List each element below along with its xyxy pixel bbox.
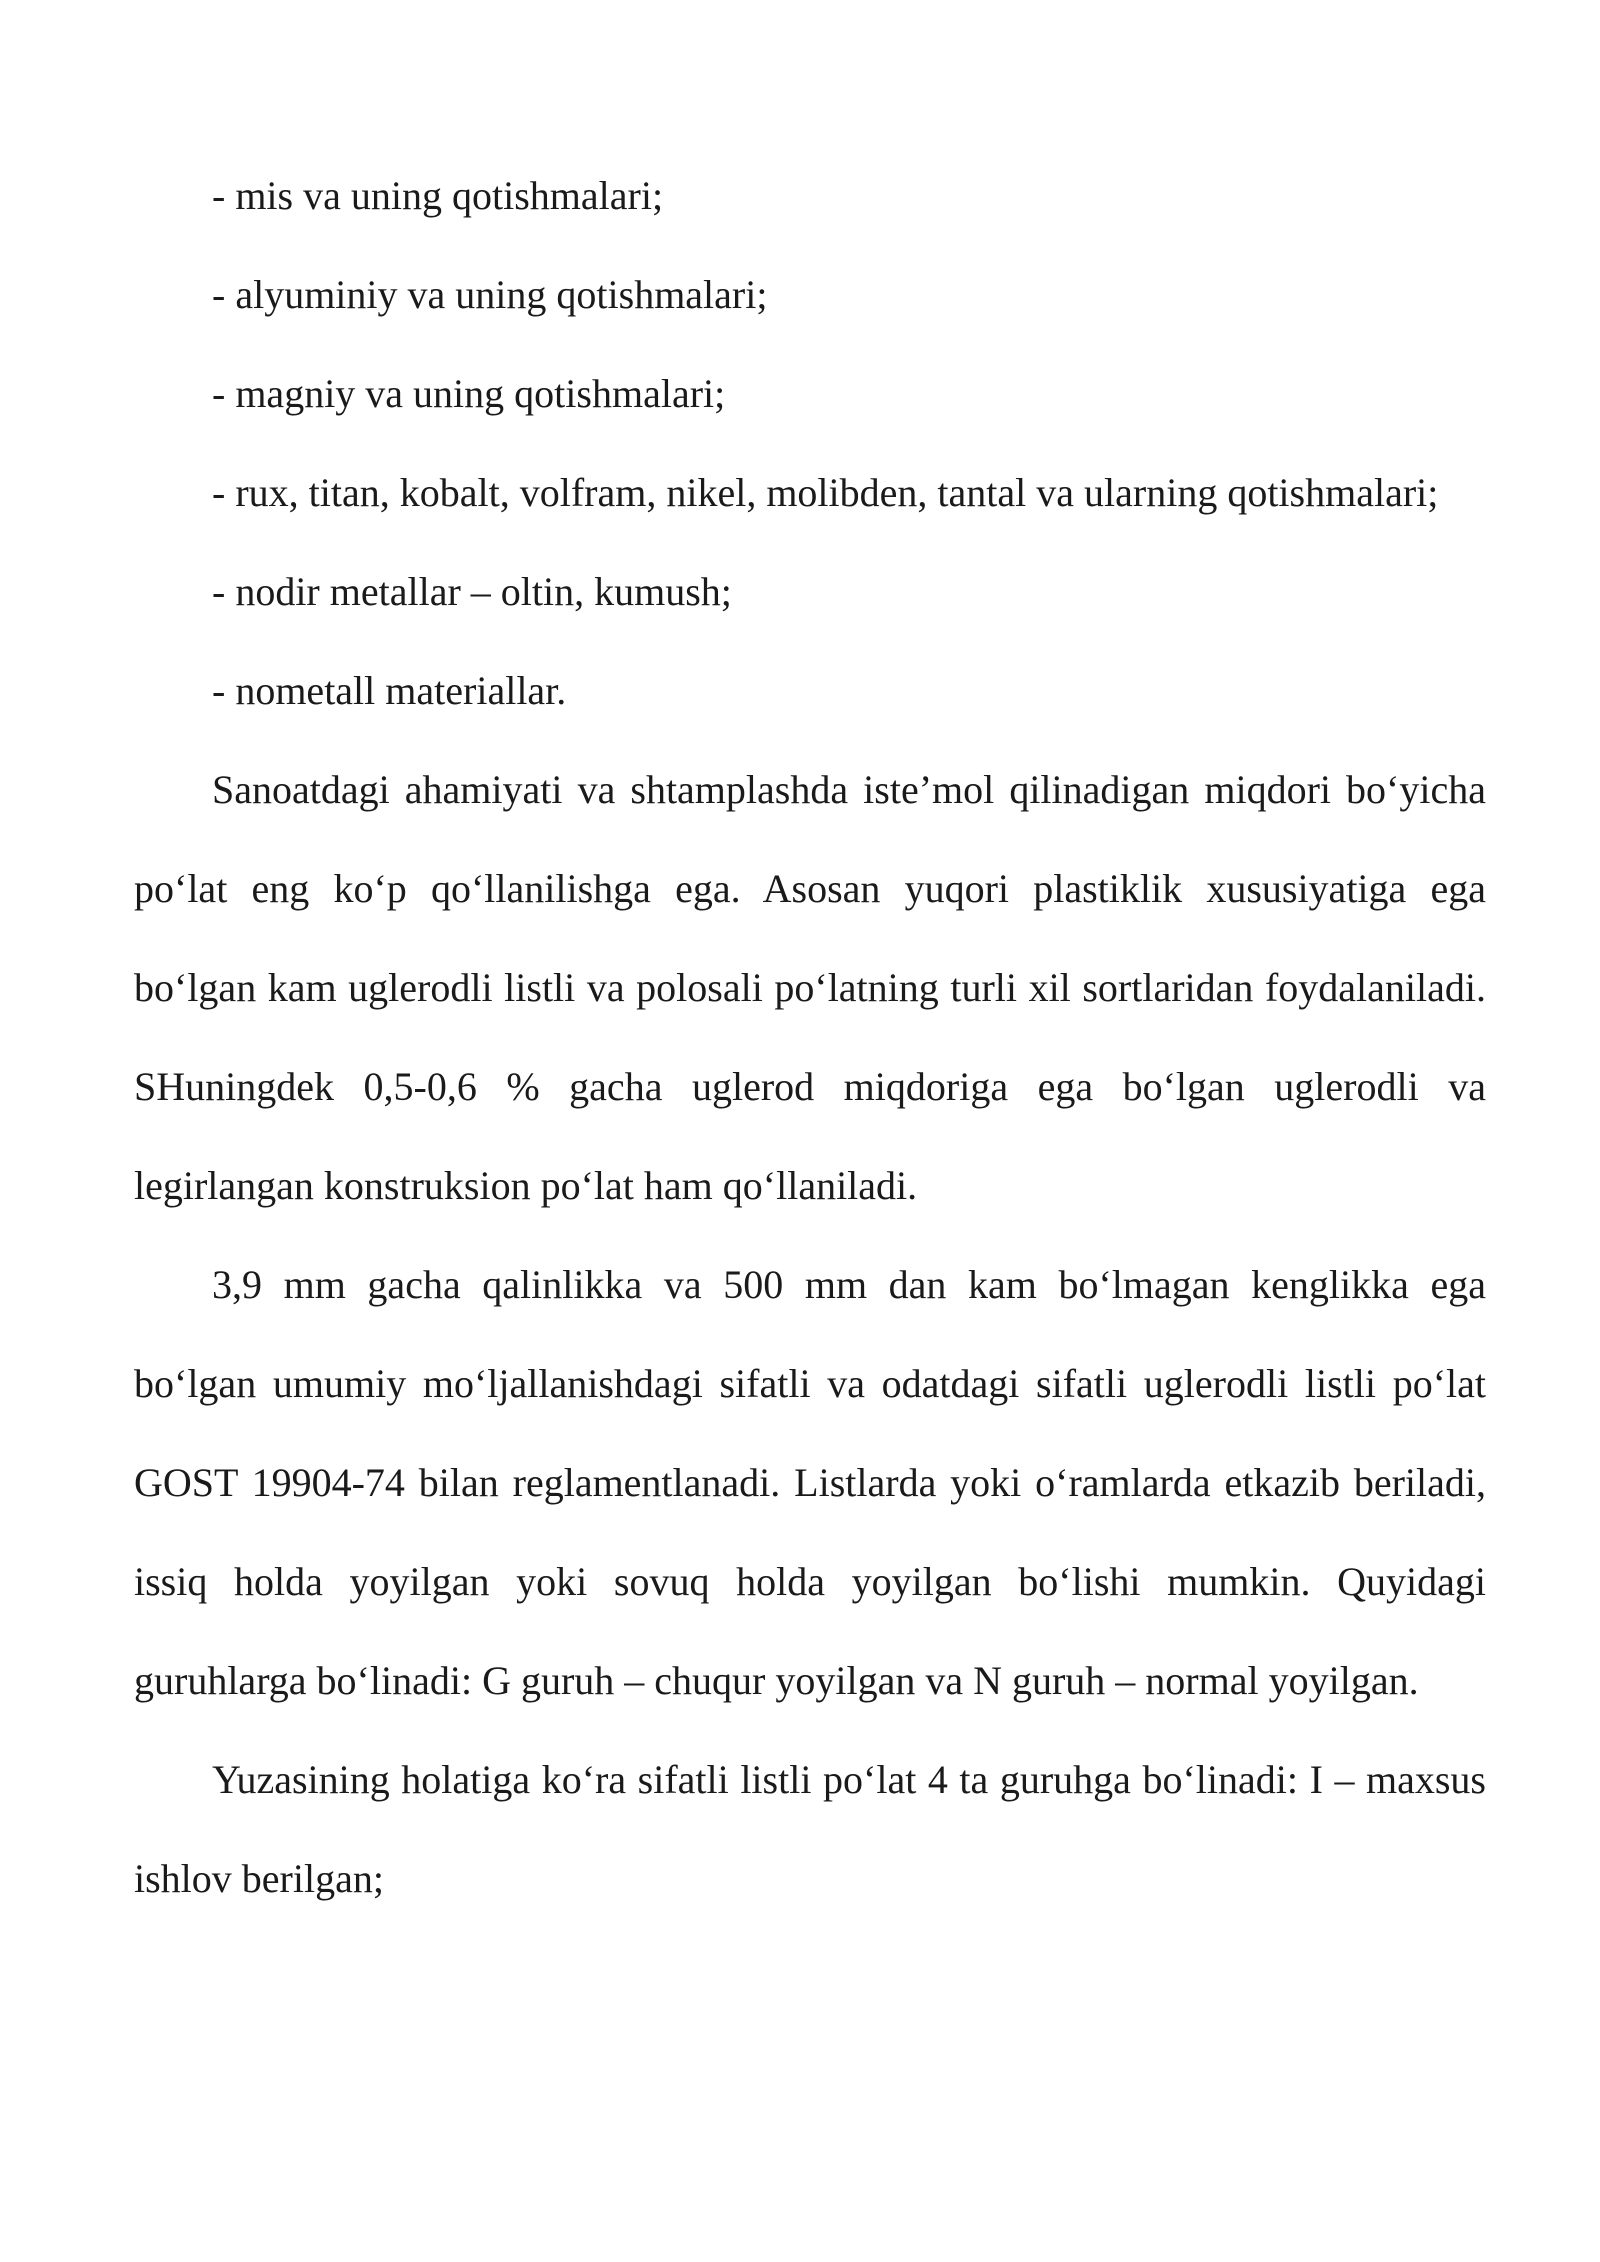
list-item-copper: - mis va uning qotishmalari; [212, 173, 664, 218]
paragraph-gost-standard: 3,9 mm gacha qalinlikka va 500 mm dan kam bo‘lmagan kenglikka ega bo‘lgan umumiy mo‘ljallanishdagi sifatli va odatdagi sifatli uglerodli listli po‘lat GOST 19904-74 bilan reglamentlanadi. Listlarda yoki o‘ramlarda etkazib beriladi, issiq holda yoyilgan yoki sovuq holda yoyilgan bo‘lishi mumkin. Quyidagi guruhlarga bo‘linadi: G guruh – chuqur yoyilgan va N guruh – normal yoyilgan. [134, 1262, 1486, 1703]
list-item-other-metals: - rux, titan, kobalt, volfram, nikel, molibden, tantal va ularning qotishmalari; [212, 470, 1439, 515]
paragraph-steel-usage: Sanoatdagi ahamiyati va shtamplashda iste’mol qilinadigan miqdori bo‘yicha po‘lat eng ko‘p qo‘llanilishga ega. Asosan yuqori plastiklik xususiyatiga ega bo‘lgan kam uglerodli listli va polosali po‘latning turli xil sortlaridan foydalaniladi. SHuningdek 0,5-0,6 % gacha uglerod miqdoriga ega bo‘lgan uglerodli va legirlangan konstruksion po‘lat ham qo‘llaniladi. [134, 767, 1486, 1208]
list-item-precious-metals: - nodir metallar – oltin, kumush; [212, 569, 732, 614]
document-body [134, 146, 1486, 1928]
list-item-magnesium: - magniy va uning qotishmalari; [212, 371, 726, 416]
list-item-aluminium: - alyuminiy va uning qotishmalari; [212, 272, 768, 317]
list-item-nonmetals: - nometall materiallar. [212, 668, 567, 713]
paragraph-surface-groups: Yuzasining holatiga ko‘ra sifatli listli po‘lat 4 ta guruhga bo‘linadi: I – maxsus ishlov berilgan; [134, 1757, 1486, 1901]
